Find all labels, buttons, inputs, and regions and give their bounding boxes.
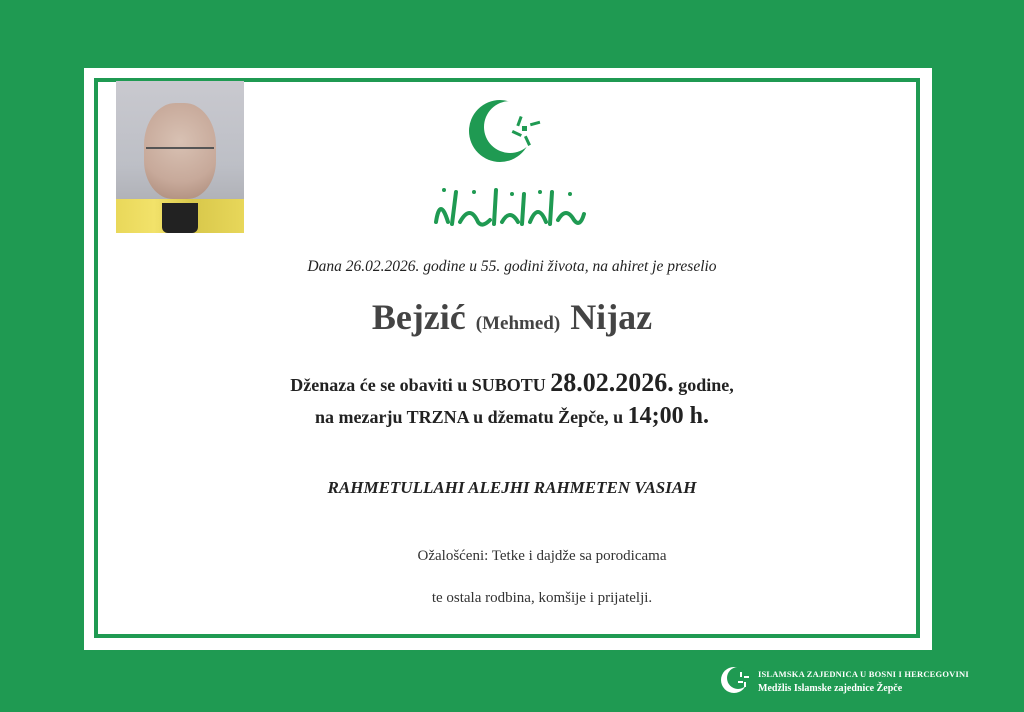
deceased-name [0,296,1024,338]
mourners-line-1: Ožalošćeni: Tetke i dajdže sa porodicama [417,548,667,564]
janaza-time: 14;00 h. [627,403,710,429]
footer-org-name: ISLAMSKA ZAJEDNICA U BOSNI I HERCEGOVINI [758,669,969,679]
place-text-end: u džematu Žepče, u [473,407,624,427]
father-name: (Mehmed) [475,313,561,334]
islamic-community-logo-icon [720,664,752,696]
crescent-star-icon [462,96,552,166]
janaza-text: Dženaza će se obaviti u [290,375,468,395]
janaza-date: 28.02.2026. [550,368,674,397]
mourners-line-2: te ostala rodbina, komšije i prijatelji. [431,590,653,606]
place-text: na mezarju [314,407,403,427]
death-announcement-intro: Dana 26.02.2026. godine u 55. godini života, na ahiret je preselio [307,258,717,275]
footer-org-branch: Medžlis Islamske zajednice Žepče [758,683,903,694]
janaza-place-line [0,403,1024,430]
janaza-text-end: godine, [678,375,734,395]
prayer-text: RAHMETULLAHI ALEJHI RAHMETEN VASIAH [327,478,697,497]
surname: Bejzić [371,297,466,337]
janaza-day: SUBOTU [471,375,546,395]
first-name: Nijaz [570,297,653,337]
janaza-date-line [0,368,1024,398]
deceased-photo [116,81,244,233]
cemetery-name: TRZNA [406,407,469,427]
arabic-calligraphy-logo [430,184,588,232]
